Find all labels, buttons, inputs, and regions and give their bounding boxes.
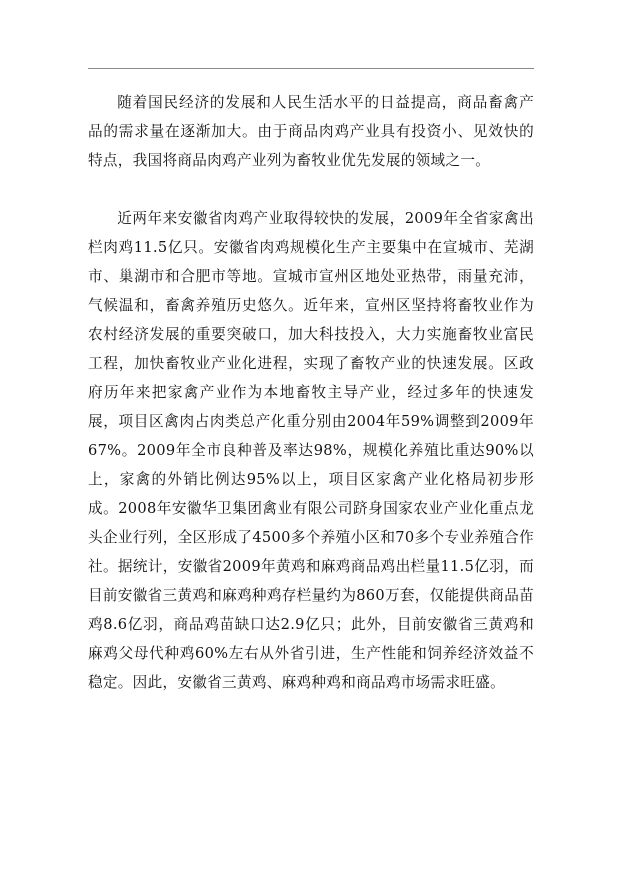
header-rule [88, 68, 534, 69]
paragraph-anhui-broiler-industry: 近两年来安徽省肉鸡产业取得较快的发展，2009年全省家禽出栏肉鸡11.5亿只。安徽省肉鸡规模化生产主要集中在宣城市、芜湖市、巢湖市和合肥市等地。宣城市宣州区地处亚热带，雨量充沛，气候温和，畜禽养殖历史悠久。近年来，宣州区坚持将畜牧业作为农村经济发展的重要突破口，加大科技投入，大力实施畜牧业富民工程，加快畜牧业产业化进程，实现了畜牧产业的快速发展。区政府历年来把家禽产业作为本地畜牧主导产业，经过多年的快速发展，项目区禽肉占肉类总产化重分别由2004年59%调整到2009年67%。2009年全市良种普及率达98%，规模化养殖比重达90%以上，家禽的外销比例达95%以上，项目区家禽产业化格局初步形成。2008年安徽华卫集团禽业有限公司跻身国家农业产业化重点龙头企业行列，全区形成了4500多个养殖小区和70多个专业养殖合作社。据统计，安徽省2009年黄鸡和麻鸡商品鸡出栏量11.5亿羽，而目前安徽省三黄鸡和麻鸡种鸡存栏量约为860万套，仅能提供商品苗鸡8.6亿羽，商品鸡苗缺口达2.9亿只；此外，目前安徽省三黄鸡和麻鸡父母代种鸡60%左右从外省引进，生产性能和饲养经济效益不稳定。因此，安徽省三黄鸡、麻鸡种鸡和商品鸡市场需求旺盛。 [88, 210, 534, 691]
paragraph-intro: 随着国民经济的发展和人民生活水平的日益提高，商品畜禽产品的需求量在逐渐加大。由于商品肉鸡产业具有投资小、见效快的特点，我国将商品肉鸡产业列为畜牧业优先发展的领域之一。 [88, 94, 534, 169]
body-text [88, 88, 534, 697]
